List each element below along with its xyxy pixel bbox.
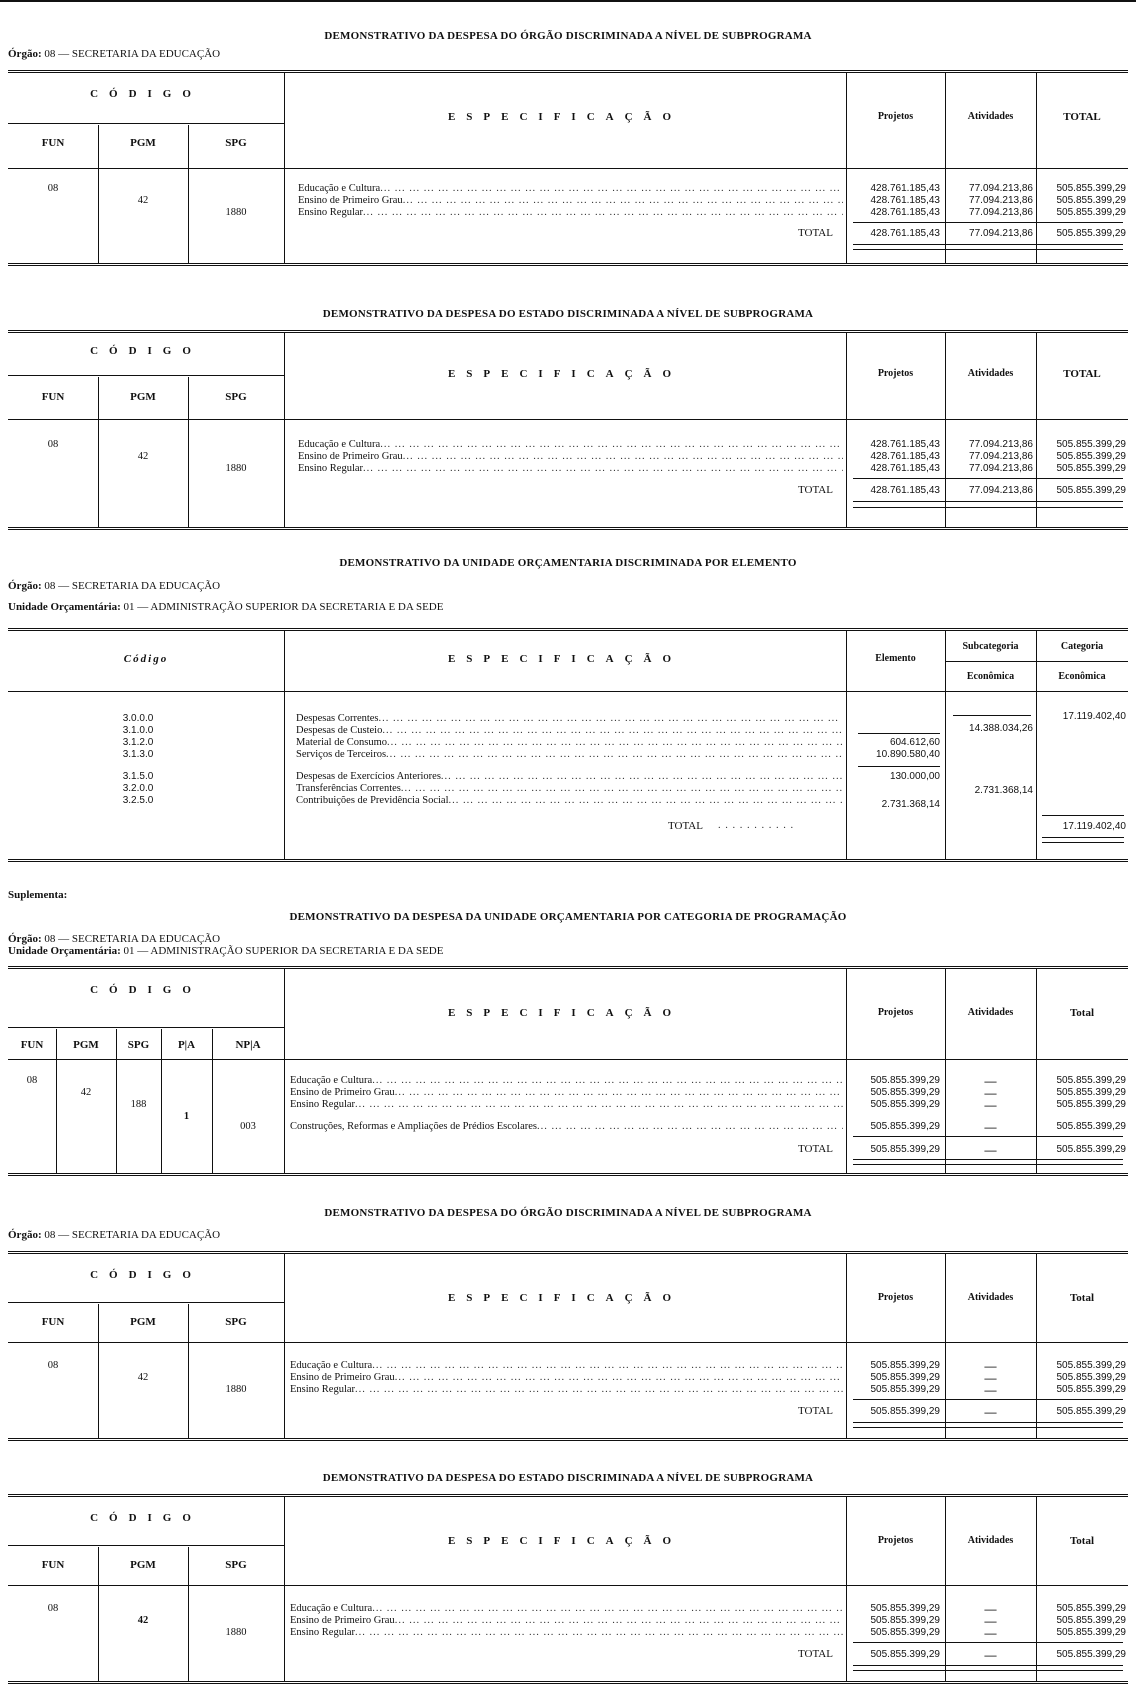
hdr-codigo: CÓDIGO <box>90 984 202 996</box>
row-divider <box>1042 842 1124 843</box>
hdr-codigo: CÓDIGO <box>90 1269 202 1281</box>
cell-projetos: 428.761.185,43 <box>870 439 940 450</box>
cell-atividades: 77.094.213,86 <box>969 195 1033 206</box>
hdr-categoria-economica: Econômica <box>1058 671 1106 682</box>
cell-projetos: 505.855.399,29 <box>870 1603 940 1614</box>
hdr-spg: SPG <box>127 1039 150 1051</box>
row-divider <box>8 1027 284 1028</box>
table-row: Educação e Cultura ... . <box>290 1075 843 1087</box>
unidade-value: 01 — ADMINISTRAÇÃO SUPERIOR DA SECRETARIA E DA SEDE <box>123 601 444 613</box>
section-5-title: DEMONSTRATIVO DA DESPESA DO ÓRGÃO DISCRIMINADA A NÍVEL DE SUBPROGRAMA <box>324 1207 812 1219</box>
cell-pgm: 42 <box>137 451 149 462</box>
row-divider <box>8 375 284 376</box>
cell-atividades: — <box>984 1383 997 1397</box>
column-divider <box>1036 333 1037 527</box>
table-row: Ensino Regular ... . <box>290 1384 843 1396</box>
total-projetos: 505.855.399,29 <box>870 1144 940 1155</box>
cell-atividades: 77.094.213,86 <box>969 183 1033 194</box>
column-divider <box>846 969 847 1173</box>
cell-spg: 1880 <box>225 463 247 474</box>
table-row: Serviços de Terceiros ... . <box>296 749 843 761</box>
section-6-table <box>8 1494 1128 1684</box>
table-row: Ensino Regular ... . <box>290 1099 843 1111</box>
hdr-pgm: PGM <box>130 1559 156 1571</box>
hdr-spg: SPG <box>225 391 247 403</box>
table-row: Educação e Cultura ... . <box>290 1603 843 1615</box>
cell-codigo: 3.0.0.0 <box>122 713 154 724</box>
hdr-especificacao: ESPECIFICAÇÃO <box>447 1007 683 1019</box>
hdr-fun: FUN <box>20 1039 44 1051</box>
orgao-value: 08 — SECRETARIA DA EDUCAÇÃO <box>44 933 221 945</box>
unidade-label: Unidade Orçamentária: <box>8 601 121 613</box>
hdr-pgm: PGM <box>130 1316 156 1328</box>
hdr-atividades: Atividades <box>967 1535 1014 1546</box>
section-3-table <box>8 628 1128 862</box>
hdr-subcategoria: Subcategoria <box>962 641 1019 652</box>
hdr-codigo: Código <box>123 653 169 665</box>
cell-total: 505.855.399,29 <box>1056 1372 1126 1383</box>
cell-pgm: 42 <box>80 1087 92 1098</box>
row-divider <box>1042 837 1124 838</box>
hdr-especificacao: ESPECIFICAÇÃO <box>447 1292 683 1304</box>
hdr-atividades: Atividades <box>967 1007 1014 1018</box>
orgao-value: 08 — SECRETARIA DA EDUCAÇÃO <box>44 580 221 592</box>
hdr-subcategoria-economica: Econômica <box>966 671 1015 682</box>
cell-spg: 188 <box>130 1099 147 1110</box>
table-row: Despesas de Exercícios Anteriores ... . <box>296 771 843 783</box>
cell-pgm: 42 <box>137 1372 149 1383</box>
cell-total: 505.855.399,29 <box>1056 1099 1126 1110</box>
hdr-especificacao: ESPECIFICAÇÃO <box>447 653 683 665</box>
cell-elemento: 604.612,60 <box>889 737 940 748</box>
cell-projetos: 428.761.185,43 <box>870 195 940 206</box>
section-1-title: DEMONSTRATIVO DA DESPESA DO ÓRGÃO DISCRIMINADA A NÍVEL DE SUBPROGRAMA <box>324 30 812 42</box>
cell-fun: 08 <box>47 183 59 194</box>
total-label: TOTAL <box>668 820 703 832</box>
hdr-total: Total <box>1069 1292 1095 1304</box>
cell-total: 505.855.399,29 <box>1056 1360 1126 1371</box>
hdr-codigo: CÓDIGO <box>90 345 202 357</box>
hdr-fun: FUN <box>41 137 65 149</box>
column-divider <box>284 631 285 859</box>
cell-projetos: 428.761.185,43 <box>870 183 940 194</box>
section-4-orgao <box>8 933 220 945</box>
orgao-label: Órgão: <box>8 1229 42 1241</box>
cell-total: 505.855.399,29 <box>1056 183 1126 194</box>
hdr-codigo: CÓDIGO <box>90 88 202 100</box>
table-row: Material de Consumo ... . <box>296 737 843 749</box>
row-divider <box>8 1302 284 1303</box>
column-divider <box>846 333 847 527</box>
unidade-label: Unidade Orçamentária: <box>8 945 121 957</box>
table-row: Ensino Regular ... . <box>290 1627 843 1639</box>
cell-total: 505.855.399,29 <box>1056 1121 1126 1132</box>
table-row: Ensino de Primeiro Grau ... . <box>290 1087 843 1099</box>
column-divider <box>945 333 946 527</box>
cell-projetos: 505.855.399,29 <box>870 1121 940 1132</box>
table-row: Ensino de Primeiro Grau ... . <box>290 1615 843 1627</box>
total-projetos: 428.761.185,43 <box>870 228 940 239</box>
cell-total: 505.855.399,29 <box>1056 1384 1126 1395</box>
total-categoria: 17.119.402,40 <box>1062 821 1126 832</box>
table-row: Educação e Cultura ... . <box>298 439 843 451</box>
cell-pgm: 42 <box>137 195 149 206</box>
row-divider <box>8 691 1128 692</box>
total-atividades: 77.094.213,86 <box>969 228 1033 239</box>
cell-fun: 08 <box>47 1603 59 1614</box>
hdr-categoria: Categoria <box>1060 641 1104 652</box>
section-1-table <box>8 70 1128 266</box>
cell-total: 505.855.399,29 <box>1056 463 1126 474</box>
unidade-value: 01 — ADMINISTRAÇÃO SUPERIOR DA SECRETARIA E DA SEDE <box>123 945 444 957</box>
table-row: Educação e Cultura ... . <box>290 1360 843 1372</box>
hdr-especificacao: ESPECIFICAÇÃO <box>447 1535 683 1547</box>
row-divider <box>8 1342 1128 1343</box>
hdr-fun: FUN <box>41 391 65 403</box>
cell-codigo: 3.1.0.0 <box>122 725 154 736</box>
section-3-unidade <box>8 601 443 613</box>
row-divider <box>8 1585 1128 1586</box>
cell-total: 505.855.399,29 <box>1056 1087 1126 1098</box>
cell-subcategoria: 14.388.034,26 <box>969 723 1033 734</box>
table-row: Transferências Correntes ... . <box>296 783 843 795</box>
cell-spg: 1880 <box>225 1384 247 1395</box>
row-divider <box>853 1670 1123 1671</box>
hdr-fun: FUN <box>41 1316 65 1328</box>
section-2-title: DEMONSTRATIVO DA DESPESA DO ESTADO DISCRIMINADA A NÍVEL DE SUBPROGRAMA <box>322 308 814 320</box>
cell-total: 505.855.399,29 <box>1056 439 1126 450</box>
row-divider <box>8 168 1128 169</box>
hdr-fun: FUN <box>41 1559 65 1571</box>
orgao-value: 08 — SECRETARIA DA EDUCAÇÃO <box>44 1229 221 1241</box>
hdr-spg: SPG <box>225 1559 247 1571</box>
cell-atividades: 77.094.213,86 <box>969 451 1033 462</box>
table-row: Contribuições de Previdência Social ... . <box>296 795 843 807</box>
row-divider <box>858 766 940 767</box>
table-row: Ensino Regular ... . <box>298 463 843 475</box>
cell-total: 505.855.399,29 <box>1056 207 1126 218</box>
row-divider <box>853 1399 1123 1400</box>
cell-projetos: 505.855.399,29 <box>870 1372 940 1383</box>
hdr-projetos: Projetos <box>877 1535 914 1546</box>
column-divider <box>284 1497 285 1681</box>
total-total: 505.855.399,29 <box>1056 1144 1126 1155</box>
hdr-total: Total <box>1069 1535 1095 1547</box>
cell-projetos: 428.761.185,43 <box>870 463 940 474</box>
cell-atividades: 77.094.213,86 <box>969 207 1033 218</box>
cell-atividades: — <box>984 1614 997 1628</box>
cell-atividades: — <box>984 1086 997 1100</box>
cell-atividades: — <box>984 1074 997 1088</box>
column-divider <box>945 631 946 859</box>
cell-total: 505.855.399,29 <box>1056 1603 1126 1614</box>
total-dots: . . . . . . . . . . . <box>718 820 795 831</box>
section-4-table <box>8 966 1128 1176</box>
hdr-especificacao: ESPECIFICAÇÃO <box>447 368 683 380</box>
cell-spg: 1880 <box>225 1627 247 1638</box>
hdr-pa: P|A <box>177 1039 196 1051</box>
cell-subcategoria: 2.731.368,14 <box>974 785 1033 796</box>
row-divider <box>8 123 284 124</box>
cell-npa: 003 <box>240 1121 256 1132</box>
total-total: 505.855.399,29 <box>1056 485 1126 496</box>
section-4-unidade <box>8 945 443 957</box>
row-divider <box>8 419 1128 420</box>
page-top-rule <box>0 0 1136 2</box>
hdr-spg: SPG <box>225 137 247 149</box>
cell-atividades: 77.094.213,86 <box>969 439 1033 450</box>
section-1-orgao <box>8 48 220 60</box>
hdr-spg: SPG <box>225 1316 247 1328</box>
cell-projetos: 428.761.185,43 <box>870 207 940 218</box>
row-divider <box>853 501 1123 502</box>
total-atividades: — <box>984 1143 997 1157</box>
cell-projetos: 505.855.399,29 <box>870 1099 940 1110</box>
total-label: TOTAL <box>798 227 833 239</box>
cell-projetos: 505.855.399,29 <box>870 1075 940 1086</box>
row-divider <box>853 244 1123 245</box>
cell-projetos: 505.855.399,29 <box>870 1615 940 1626</box>
orgao-label: Órgão: <box>8 48 42 60</box>
hdr-pgm: PGM <box>130 391 156 403</box>
row-divider <box>853 222 1123 223</box>
total-label: TOTAL <box>798 1648 833 1660</box>
total-atividades: 77.094.213,86 <box>969 485 1033 496</box>
table-row: Despesas Correntes ... . <box>296 713 843 725</box>
total-atividades: — <box>984 1648 997 1662</box>
suplementa-label: Suplementa: <box>8 889 68 901</box>
hdr-elemento: Elemento <box>875 653 916 664</box>
row-divider <box>1042 815 1124 816</box>
cell-total: 505.855.399,29 <box>1056 1627 1126 1638</box>
row-divider <box>945 661 1128 662</box>
row-divider <box>853 1422 1123 1423</box>
cell-projetos: 428.761.185,43 <box>870 451 940 462</box>
total-projetos: 428.761.185,43 <box>870 485 940 496</box>
column-divider <box>1036 969 1037 1173</box>
cell-projetos: 505.855.399,29 <box>870 1384 940 1395</box>
orgao-value: 08 — SECRETARIA DA EDUCAÇÃO <box>44 48 221 60</box>
row-divider <box>853 1665 1123 1666</box>
cell-projetos: 505.855.399,29 <box>870 1087 940 1098</box>
section-2-table <box>8 330 1128 530</box>
cell-pgm: 42 <box>137 1615 149 1626</box>
hdr-total: TOTAL <box>1063 368 1101 380</box>
total-projetos: 505.855.399,29 <box>870 1649 940 1660</box>
cell-atividades: — <box>984 1626 997 1640</box>
row-divider <box>8 1059 1128 1060</box>
hdr-projetos: Projetos <box>877 368 914 379</box>
table-row: Ensino de Primeiro Grau ... . <box>298 451 843 463</box>
cell-pa: 1 <box>183 1111 190 1122</box>
orgao-label: Órgão: <box>8 933 42 945</box>
hdr-pgm: PGM <box>73 1039 99 1051</box>
table-row: Ensino de Primeiro Grau ... . <box>290 1372 843 1384</box>
row-divider <box>858 733 940 734</box>
cell-atividades: — <box>984 1359 997 1373</box>
hdr-codigo: CÓDIGO <box>90 1512 202 1524</box>
total-total: 505.855.399,29 <box>1056 1649 1126 1660</box>
hdr-npa: NP|A <box>235 1039 261 1051</box>
cell-categoria: 17.119.402,40 <box>1062 711 1126 722</box>
cell-projetos: 505.855.399,29 <box>870 1627 940 1638</box>
table-row: Educação e Cultura ... . <box>298 183 843 195</box>
cell-spg: 1880 <box>225 207 247 218</box>
row-divider <box>953 715 1031 716</box>
cell-fun: 08 <box>26 1075 38 1086</box>
cell-elemento: 2.731.368,14 <box>881 799 940 810</box>
total-label: TOTAL <box>798 484 833 496</box>
column-divider <box>284 969 285 1173</box>
total-projetos: 505.855.399,29 <box>870 1406 940 1417</box>
hdr-pgm: PGM <box>130 137 156 149</box>
cell-total: 505.855.399,29 <box>1056 195 1126 206</box>
cell-atividades: — <box>984 1602 997 1616</box>
cell-atividades: 77.094.213,86 <box>969 463 1033 474</box>
row-divider <box>853 249 1123 250</box>
hdr-atividades: Atividades <box>967 1292 1014 1303</box>
section-3-title: DEMONSTRATIVO DA UNIDADE ORÇAMENTARIA DISCRIMINADA POR ELEMENTO <box>339 557 797 569</box>
hdr-atividades: Atividades <box>967 111 1014 122</box>
total-label: TOTAL <box>798 1143 833 1155</box>
section-3-orgao <box>8 580 220 592</box>
total-total: 505.855.399,29 <box>1056 228 1126 239</box>
cell-codigo: 3.2.0.0 <box>122 783 154 794</box>
hdr-projetos: Projetos <box>877 1292 914 1303</box>
hdr-projetos: Projetos <box>877 111 914 122</box>
cell-total: 505.855.399,29 <box>1056 1615 1126 1626</box>
row-divider <box>853 1136 1123 1137</box>
row-divider <box>853 1164 1123 1165</box>
cell-elemento: 130.000,00 <box>889 771 940 782</box>
hdr-especificacao: ESPECIFICAÇÃO <box>447 111 683 123</box>
cell-codigo: 3.1.3.0 <box>122 749 154 760</box>
row-divider <box>853 1642 1123 1643</box>
section-5-orgao <box>8 1229 220 1241</box>
row-divider <box>853 1159 1123 1160</box>
cell-elemento: 10.890.580,40 <box>876 749 940 760</box>
hdr-projetos: Projetos <box>877 1007 914 1018</box>
cell-projetos: 505.855.399,29 <box>870 1360 940 1371</box>
total-total: 505.855.399,29 <box>1056 1406 1126 1417</box>
cell-atividades: — <box>984 1371 997 1385</box>
hdr-total: TOTAL <box>1063 111 1101 123</box>
row-divider <box>8 1545 284 1546</box>
table-row: Ensino de Primeiro Grau ... . <box>298 195 843 207</box>
table-row: Construções, Reformas e Ampliações de Prédios Escolares ... . <box>290 1121 843 1133</box>
cell-codigo: 3.1.5.0 <box>122 771 154 782</box>
cell-total: 505.855.399,29 <box>1056 451 1126 462</box>
row-divider <box>853 1427 1123 1428</box>
table-row: Ensino Regular ... . <box>298 207 843 219</box>
hdr-atividades: Atividades <box>967 368 1014 379</box>
section-4-title: DEMONSTRATIVO DA DESPESA DA UNIDADE ORÇAMENTARIA POR CATEGORIA DE PROGRAMAÇÃO <box>289 911 847 923</box>
total-atividades: — <box>984 1405 997 1419</box>
column-divider <box>284 333 285 527</box>
cell-total: 505.855.399,29 <box>1056 1075 1126 1086</box>
cell-fun: 08 <box>47 439 59 450</box>
cell-atividades: — <box>984 1098 997 1112</box>
row-divider <box>853 478 1123 479</box>
row-divider <box>853 507 1123 508</box>
table-row: Despesas de Custeio ... . <box>296 725 843 737</box>
column-divider <box>284 1254 285 1438</box>
cell-codigo: 3.1.2.0 <box>122 737 154 748</box>
cell-codigo: 3.2.5.0 <box>122 795 154 806</box>
total-label: TOTAL <box>798 1405 833 1417</box>
cell-fun: 08 <box>47 1360 59 1371</box>
section-5-table <box>8 1251 1128 1441</box>
hdr-total: Total <box>1069 1007 1095 1019</box>
cell-atividades: — <box>984 1120 997 1134</box>
orgao-label: Órgão: <box>8 580 42 592</box>
section-6-title: DEMONSTRATIVO DA DESPESA DO ESTADO DISCRIMINADA A NÍVEL DE SUBPROGRAMA <box>322 1472 814 1484</box>
